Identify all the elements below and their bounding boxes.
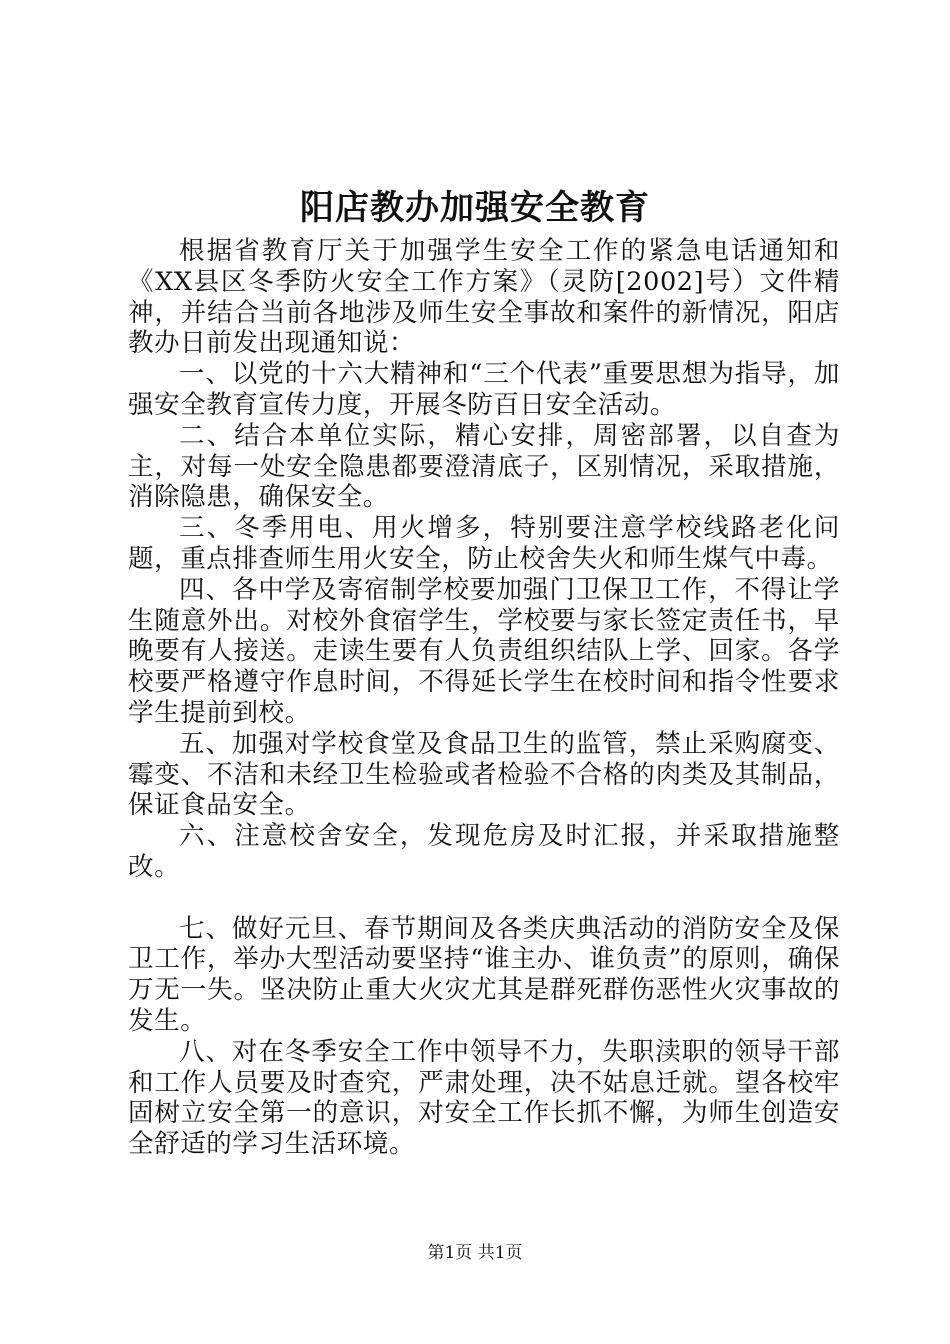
paragraph-item-2: 二、结合本单位实际，精心安排，周密部署，以自查为主，对每一处安全隐患都要澄清底子，区别情况，采取措施，消除隐患，确保安全。: [128, 420, 840, 513]
paragraph-item-4: 四、各中学及寄宿制学校要加强门卫保卫工作，不得让学生随意外出。对校外食宿学生，学校要与家长签定责任书，早晚要有人接送。走读生要有人负责组织结队上学、回家。各学校要严格遵守作息时间，不得延长学生在校时间和指令性要求学生提前到校。: [128, 574, 840, 728]
paragraph-item-6: 六、注意校舍安全，发现危房及时汇报，并采取措施整改。: [128, 821, 840, 882]
paragraph-item-7: 七、做好元旦、春节期间及各类庆典活动的消防安全及保卫工作，举办大型活动要坚持“谁主办、谁负责”的原则，确保万无一失。坚决防止重大火灾尤其是群死群伤恶性火灾事故的发生。: [128, 913, 840, 1036]
paragraph-intro: 根据省教育厅关于加强学生安全工作的紧急电话通知和《XX县区冬季防火安全工作方案》（灵防[2002]号）文件精神，并结合当前各地涉及师生安全事故和案件的新情况，阳店教办日前发出现通知说：: [128, 236, 840, 359]
document-title: 阳店教办加强安全教育: [300, 188, 650, 228]
paragraph-item-3: 三、冬季用电、用火增多，特别要注意学校线路老化问题，重点排查师生用火安全，防止校舍失火和师生煤气中毒。: [128, 513, 840, 574]
paragraph-item-8: 八、对在冬季安全工作中领导不力，失职渎职的领导干部和工作人员要及时查究，严肃处理，决不姑息迁就。望各校牢固树立安全第一的意识，对安全工作长抓不懈，为师生创造安全舒适的学习生活环境。: [128, 1036, 840, 1160]
paragraph-item-5: 五、加强对学校食堂及食品卫生的监管，禁止采购腐变、霉变、不洁和未经卫生检验或者检验不合格的肉类及其制品，保证食品安全。: [128, 728, 840, 821]
document-body: [128, 236, 840, 1160]
paragraph-item-1: 一、以党的十六大精神和“三个代表”重要思想为指导，加强安全教育宣传力度，开展冬防百日安全活动。: [128, 359, 840, 420]
page-footer: 第1页 共1页: [427, 1243, 523, 1263]
